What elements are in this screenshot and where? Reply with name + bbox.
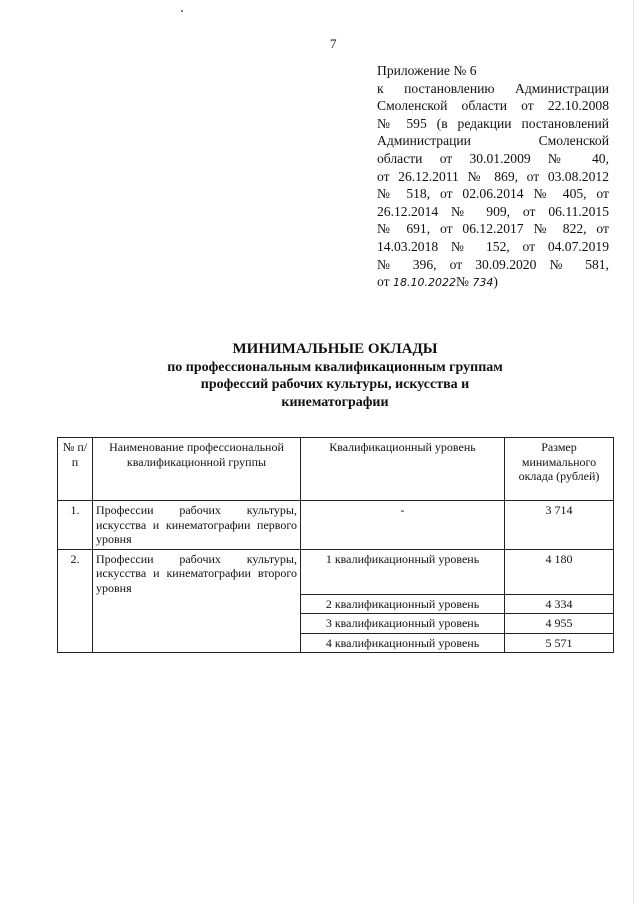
annex-header [377,62,609,292]
annex-line: № 518, от 02.06.2014 № 405, от [377,186,609,202]
annex-line: к постановлению Администрации [377,80,609,96]
row-size: 4 955 [505,614,614,634]
row-num: 1. [58,501,93,550]
annex-line: от 26.12.2011 № 869, от 03.08.2012 [377,168,609,184]
title-main: МИНИМАЛЬНЫЕ ОКЛАДЫ [232,341,438,357]
row-level: 3 квалификационный уровень [301,614,505,634]
header-level: Квалификационный уровень [301,438,505,501]
header-name: Наименование профессиональной квалификационной группы [93,438,301,501]
row-size: 4 180 [505,549,614,594]
annex-closing: ) [493,274,498,290]
row-size: 5 571 [505,633,614,653]
table-row [58,549,614,594]
annex-last-prefix: от [377,274,390,290]
scan-speck [181,10,183,12]
annex-line: № 396, от 30.09.2020 № 581, [377,256,609,272]
annex-line: № 595 (в редакции постановлений [377,115,609,131]
annex-last-line [377,273,609,292]
row-group-name: Профессии рабочих культуры, искусства и кинематографии второго уровня [93,549,301,653]
row-num: 2. [58,549,93,653]
header-size: Размер минимального оклада (рублей) [505,438,614,501]
annex-line: 14.03.2018 № 152, от 04.07.2019 [377,238,609,254]
row-level: 2 квалификационный уровень [301,594,505,614]
title-line: профессий рабочих культуры, искусства и [200,377,470,392]
handwritten-date: 18.10.2022 [392,276,456,290]
annex-number-sign: № [455,274,469,290]
row-size: 3 714 [505,501,614,550]
document-title [130,341,540,411]
row-group-name: Профессии рабочих культуры, искусства и кинематографии первого уровня [93,501,301,550]
annex-line: 26.12.2014 № 909, от 06.11.2015 [377,203,609,219]
annex-line: Администрации Смоленской [377,133,609,149]
header-num: № п/п [58,438,93,501]
page-number: 7 [330,36,337,51]
annex-line: Смоленской области от 22.10.2008 [377,98,609,114]
annex-line: № 691, от 06.12.2017 № 822, от [377,221,609,237]
row-level: 4 квалификационный уровень [301,633,505,653]
salary-table [57,437,614,653]
handwritten-number: 734 [472,276,494,290]
annex-line: Приложение № 6 [377,63,477,78]
title-line: по профессиональным квалификационным группам [167,359,503,375]
table-header-row [58,438,614,501]
title-line: кинематографии [281,394,389,410]
table-row [58,501,614,550]
scan-edge [633,0,634,904]
row-level: 1 квалификационный уровень [301,549,505,594]
annex-line: области от 30.01.2009 № 40, [377,150,609,166]
row-size: 4 334 [505,594,614,614]
row-level: - [301,501,505,550]
